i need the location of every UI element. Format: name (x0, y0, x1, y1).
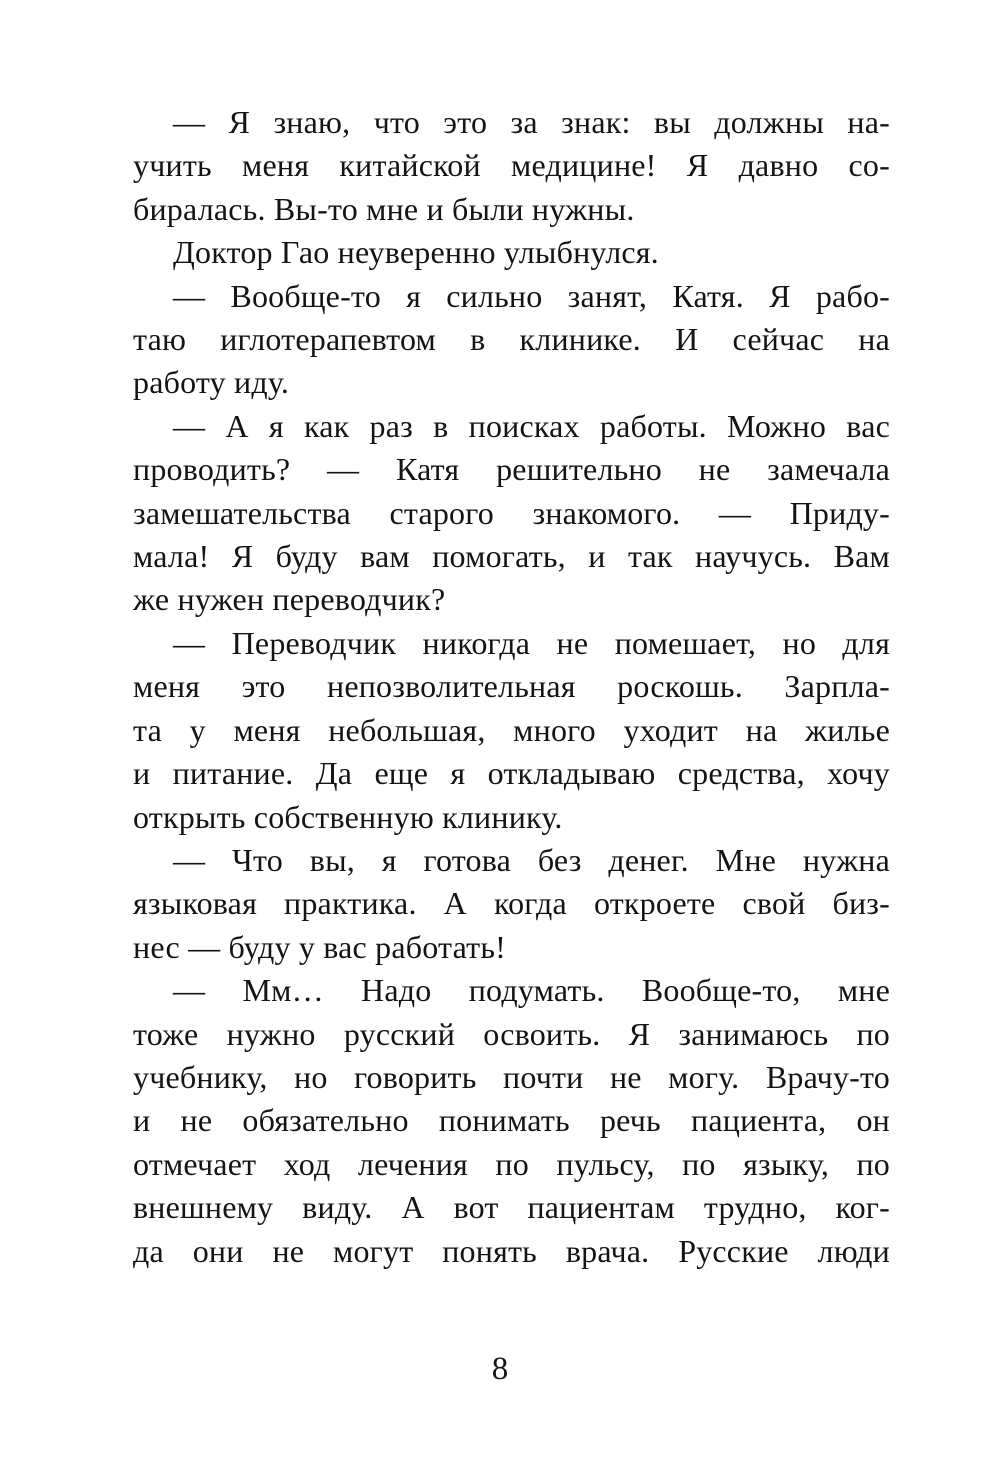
text-line: замешательства старого знакомого. — Приду- (133, 494, 890, 531)
text-line: та у меня небольшая, много уходит на жилье (133, 711, 890, 748)
text-line: — А я как раз в поисках работы. Можно вас (173, 407, 890, 444)
text-line: внешнему виду. А вот пациентам трудно, ког- (133, 1189, 890, 1226)
paragraph (133, 969, 890, 1273)
text-line: да они не могут понять врача. Русские люди (133, 1232, 890, 1269)
paragraph (133, 622, 890, 839)
text-line: Доктор Гао неуверенно улыбнулся. (173, 234, 659, 271)
text-line: — Я знаю, что это за знак: вы должны на- (173, 104, 890, 140)
text-line: и не обязательно понимать речь пациента, он (133, 1102, 890, 1139)
text-line: проводить? — Катя решительно не замечала (133, 451, 890, 488)
text-line: учить меня китайской медицине! Я давно со- (133, 147, 890, 184)
text-line: нес — буду у вас работать! (133, 928, 506, 965)
page-text (133, 101, 890, 1273)
text-line: работу иду. (133, 364, 290, 401)
page-number: 8 (491, 1351, 509, 1387)
text-line: мала! Я буду вам помогать, и так научусь. Вам (133, 538, 890, 575)
text-line: языковая практика. А когда откроете свой биз- (133, 885, 890, 922)
paragraph (133, 405, 890, 622)
text-line: таю иглотерапевтом в клинике. И сейчас на (133, 321, 890, 358)
paragraph (133, 275, 890, 405)
text-line: учебнику, но говорить почти не могу. Врачу-то (133, 1058, 890, 1095)
text-line: биралась. Вы-то мне и были нужны. (133, 190, 635, 227)
paragraph (133, 231, 890, 274)
text-line: меня это непозволительная роскошь. Зарпла- (133, 668, 890, 705)
text-line: — Вообще-то я сильно занят, Катя. Я рабо- (173, 277, 890, 314)
text-line: же нужен переводчик? (133, 581, 446, 618)
text-line: — Переводчик никогда не помешает, но для (173, 624, 890, 661)
text-line: — Что вы, я готова без денег. Мне нужна (173, 841, 890, 878)
text-line: отмечает ход лечения по пульсу, по языку, по (133, 1145, 890, 1182)
text-line: — Мм… Надо подумать. Вообще-то, мне (173, 972, 890, 1009)
text-line: тоже нужно русский освоить. Я занимаюсь по (133, 1015, 890, 1052)
text-line: и питание. Да еще я откладываю средства, хочу (133, 755, 890, 792)
text-line: открыть собственную клинику. (133, 798, 563, 835)
paragraph (133, 101, 890, 231)
paragraph (133, 839, 890, 969)
